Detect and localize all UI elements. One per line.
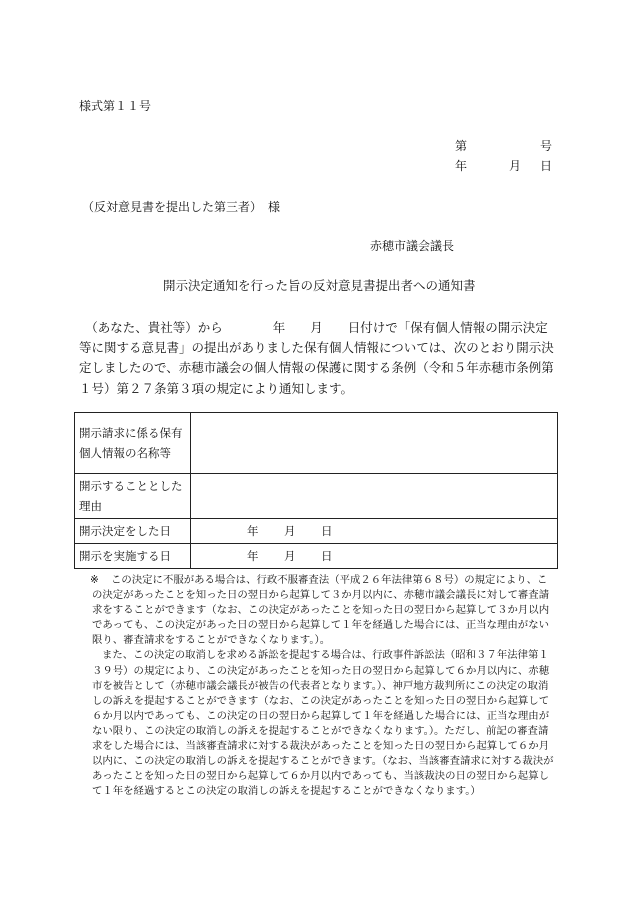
sender: 赤穂市議会議長	[370, 239, 455, 253]
label-reason: 開示することとした理由	[75, 474, 191, 519]
appeal-notice	[92, 573, 554, 799]
table-row-decision-date	[75, 519, 558, 544]
addressee: （反対意見書を提出した第三者） 様	[82, 200, 281, 214]
document-number-suffix: 号	[540, 139, 553, 153]
value-decision-date	[191, 519, 558, 544]
note-paragraph-lawsuit: また、この決定の取消しを求める訴訟を提起する場合は、行政事件訴訟法（昭和３７年法律第１３９号）の規定により、この決定があったことを知った日の翌日から起算して６か月以内に、赤穂市を被告として（赤穂市議会議長が被告の代表者となります。）、神戸地方裁判所にこの決定の取消しの訴えを提起することができます（なお、この決定があったことを知った日の翌日から起算して６か月以内であっても、この決定の日の翌日から起算して１年を経過した場合には、正当な理由がない限り、この決定の取消しの訴えを提起することができなくなります。）。ただし、前記の審査請求をした場合には、当該審査請求に対する裁決があったことを知った日の翌日から起算して６か月以内に、この決定の取消しの訴えを提起することができます。（なお、当該審査請求に対する裁決があったことを知った日の翌日から起算して６か月以内であっても、当該裁決の日の翌日から起算して１年を経過するとこの決定の取消しの訴えを提起することができなくなります。）	[92, 649, 554, 798]
body-paragraph	[79, 318, 559, 399]
disclosure-info-table	[74, 412, 558, 569]
note-mark: ※	[90, 574, 99, 586]
value-info-name	[191, 413, 558, 474]
issue-date-year: 年	[455, 159, 468, 173]
implementation-month-unit: 月	[284, 549, 296, 563]
issue-date	[455, 157, 552, 174]
decision-year-unit: 年	[247, 524, 259, 538]
label-decision-date: 開示決定をした日	[75, 519, 191, 544]
document-number-prefix: 第	[455, 139, 468, 153]
form-number: 様式第１１号	[79, 99, 152, 113]
table-row-info-name	[75, 413, 558, 474]
label-info-name: 開示請求に係る保有個人情報の名称等	[75, 413, 191, 474]
note-paragraph-review: この決定に不服がある場合は、行政不服審査法（平成２６年法律第６８号）の規定により、この決定があったことを知った日の翌日から起算して３か月以内に、赤穂市議会議長に対して審査請求をすることができます（なお、この決定があったことを知った日の翌日から起算して３か月以内であっても、この決定があった日の翌日から起算して１年を経過した場合には、正当な理由がない限り、審査請求をすることができなくなります。）。	[92, 574, 550, 647]
document-title: 開示決定通知を行った旨の反対意見書提出者への通知書	[163, 278, 476, 293]
label-implementation-date: 開示を実施する日	[75, 544, 191, 569]
issue-date-month: 月	[509, 159, 522, 173]
implementation-year-unit: 年	[247, 549, 259, 563]
value-implementation-date	[191, 544, 558, 569]
implementation-day-unit: 日	[321, 549, 333, 563]
body-text: （あなた、貴社等）から 年 月 日付けで「保有個人情報の開示決定等に関する意見書」の提出がありました保有個人情報については、次のとおり開示決定しましたので、赤穂市議会の個人情報の保護に関する条例（令和５年赤穂市条例第１号）第２７条第３項の規定により通知します。	[79, 320, 554, 396]
table-row-implementation-date	[75, 544, 558, 569]
issue-date-day: 日	[540, 159, 553, 173]
value-reason	[191, 474, 558, 519]
decision-day-unit: 日	[321, 524, 333, 538]
table-row-reason	[75, 474, 558, 519]
decision-month-unit: 月	[284, 524, 296, 538]
